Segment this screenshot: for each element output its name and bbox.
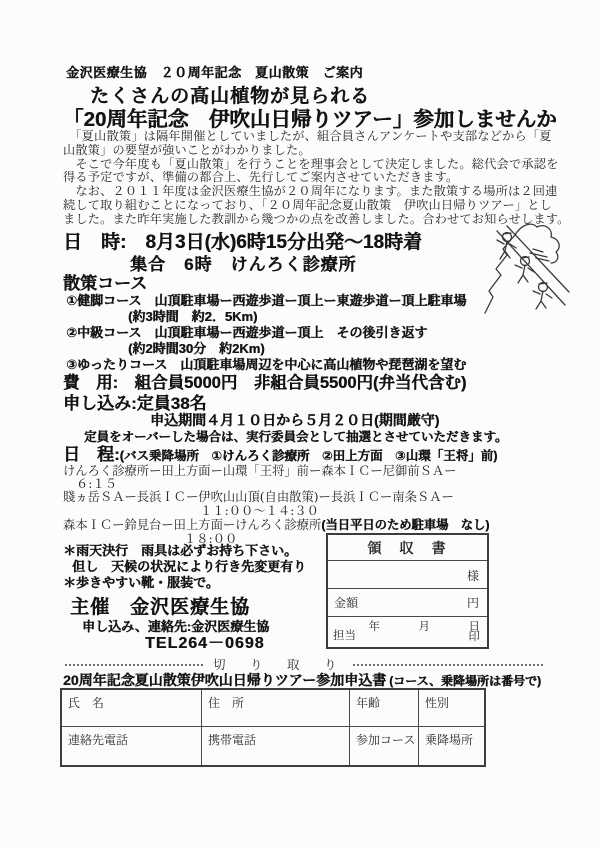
intro-line: ました。また昨年実施した教訓から幾つかの点を改善しました。合わせてお知らせします。 <box>63 211 570 226</box>
intro-line: 続して取り組むことになっており、「２０周年記念夏山散策 伊吹山日帰りツアー」とし <box>63 197 553 212</box>
datetime-line: 日 時: 8月3日(水)6時15分出発〜18時着 <box>63 232 422 253</box>
receipt-seal-label: 印 <box>468 629 480 643</box>
cutline-label: 切 り 取 り <box>213 657 343 672</box>
cutline-dash-right <box>353 664 543 666</box>
itinerary-time-3: １８:００ <box>184 532 238 546</box>
receipt-sama-label: 様 <box>466 569 479 583</box>
itinerary-line-3 <box>63 515 489 534</box>
course-line-1-sub: (約3時間 約2．5Km) <box>128 309 258 324</box>
itinerary-line-3-route: 森本ＩＣー鈴見台ー田上方面ーけんろく診療所 <box>63 518 322 532</box>
course-line-2-sub: (約2時間30分 約2Km) <box>128 341 265 356</box>
itinerary-time-1: ６:１５ <box>76 477 118 491</box>
intro-line: そこで今年度も「夏山散策」を行うことを理事会として決定しました。総代会で承認を <box>63 156 559 171</box>
capacity-line: 申し込み:定員38名 <box>63 394 207 413</box>
itinerary-line-3-parking-note: (当日平日のため駐車場 なし) <box>321 518 490 532</box>
application-form-title <box>63 670 541 690</box>
intro-line: 「夏山散策」は隔年開催としていましたが、組合員さんアンケートや支部などから「夏 <box>63 129 552 143</box>
form-cell-bus-stop: 乗降場所 <box>425 733 474 747</box>
itinerary-line-2: 賤ヵ岳ＳＡー長浜ＩＣー伊吹山山頂(自由散策)ー長浜ＩＣー南条ＳＡー <box>63 490 454 504</box>
note-shoes: ＊歩きやすい靴・服装で。 <box>63 575 219 590</box>
hikers-climbing-mountain-icon <box>477 213 572 318</box>
receipt-amount-row <box>328 589 487 617</box>
itinerary-label: 日 程: <box>63 445 120 464</box>
intro-line: なお、２０１１年度は金沢医療生協が２０周年になります。また散策する場所は２回連 <box>63 184 558 199</box>
receipt-staff-label: 担当 <box>333 628 356 642</box>
organizer-heading: 主催 金沢医療生協 <box>70 597 251 618</box>
intro-line: 山散策」の要望が強いことがわかりました。 <box>63 142 311 157</box>
note-weather: 但し 天候の状況により行き先変更有り <box>72 559 307 574</box>
hikers-illustration <box>477 213 572 323</box>
page-title: 「20周年記念 伊吹山日帰りツアー」参加しませんか <box>63 108 557 131</box>
form-cell-course: 参加コース <box>350 727 419 765</box>
organizer-contact-line: 申し込み、連絡先:金沢医療生協 <box>82 619 270 634</box>
receipt-date-line: 年 月 日 <box>368 619 481 633</box>
lottery-note-line: 定員をオーバーした場合は、実行委員会として抽選とさせていただきます。 <box>84 430 508 444</box>
application-form-title-note: (コース、乗降場所は番号で) <box>389 674 541 688</box>
itinerary-label-note: (バス乗降場所 ①けんろく診療所 ②田上方面 ③山環「王将」前) <box>119 449 498 463</box>
fee-line: 費 用: 組合員5000円 非組合員5500円(弁当代含む) <box>63 374 467 392</box>
cutline-dash-left <box>65 664 203 666</box>
meeting-line: 集合 6時 けんろく診療所 <box>130 255 357 274</box>
receipt-amount-label: 金額 <box>334 596 359 610</box>
document-header-line: 金沢医療生協 ２０周年記念 夏山散策 ご案内 <box>66 65 364 80</box>
receipt-title: 領 収 書 <box>328 535 487 561</box>
itinerary-line-1: けんろく診療所ー田上方面ー山環「王将」前ー森本ＩＣー尼御前ＳＡー <box>63 464 457 478</box>
course-line-1: ①健脚コース 山頂駐車場ー西遊歩道ー頂上ー東遊歩道ー頂上駐車場 <box>66 293 467 308</box>
receipt-yen-label: 円 <box>466 596 479 610</box>
form-cell-mobile-phone: 携帯電話 <box>202 727 350 765</box>
course-line-3: ③ゆったりコース 山頂駐車場周辺を中心に高山植物や琵琶湖を望む <box>66 357 467 372</box>
course-line-2: ②中級コース 山頂駐車場ー西遊歩道ー頂上 その後引き返す <box>66 325 428 340</box>
form-cell-address: 住 所 <box>202 690 350 727</box>
organizer-phone: TEL264－0698 <box>145 635 265 652</box>
application-form-table <box>60 688 486 767</box>
application-period-line: 申込期間４月１０日から５月２０日(期間厳守) <box>150 412 440 428</box>
courses-heading: 散策コース <box>63 274 148 293</box>
document-subtitle: たくさんの高山植物が見られる <box>90 86 371 107</box>
application-form-title-main: 20周年記念夏山散策伊吹山日帰りツアー参加申込書 <box>63 672 387 688</box>
receipt-box <box>326 533 489 649</box>
form-cell-name: 氏 名 <box>62 690 202 727</box>
note-rain: ＊雨天決行 雨具は必ずお持ち下さい。 <box>63 543 298 558</box>
form-cell-gender: 性別 <box>419 690 484 727</box>
form-cell-contact-phone: 連絡先電話 <box>62 727 202 765</box>
form-cell-age: 年齢 <box>350 690 419 727</box>
receipt-date-row <box>328 617 487 645</box>
itinerary-time-2: １１:００〜１４:３０ <box>200 504 319 518</box>
intro-line: 得る予定ですが、準備の都合上、先行してご案内させていただきます。 <box>63 170 459 185</box>
receipt-addressee-row <box>328 561 487 589</box>
